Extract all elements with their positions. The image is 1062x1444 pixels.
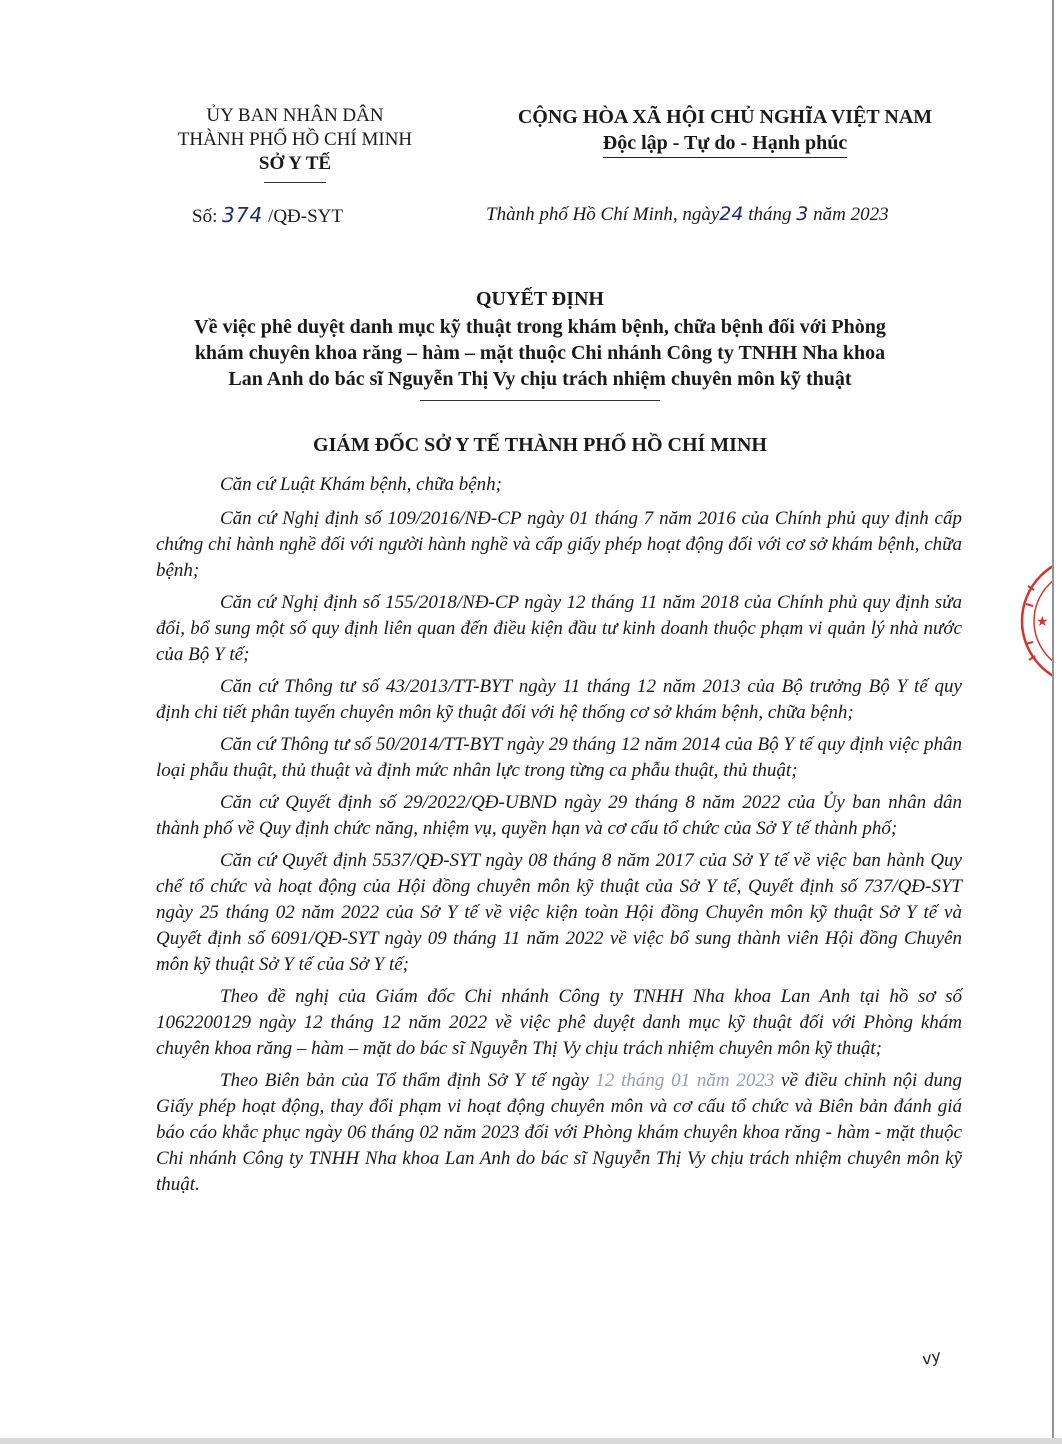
basis-paragraph-4: Căn cứ Thông tư số 43/2013/TT-BYT ngày 11 tháng 12 năm 2013 của Bộ trưởng Bộ Y tế quy định chi tiết phân tuyến chuyên môn kỹ thuật đối với hệ thống cơ sở khám bệnh, chữa bệnh;: [156, 676, 962, 723]
svg-text:★: ★: [1036, 614, 1049, 630]
last-para-part-2: về điều chỉnh nội dung Giấy phép hoạt động, thay đổi phạm vi hoạt động chuyên môn và cơ cấu tổ chức và Biên bản đánh giá báo cáo khắc phục ngày 06 tháng 02 năm 2023 đối với Phòng khám chuyên khoa răng - hàm - mặt thuộc Chi nhánh Công ty TNHH Nha khoa Lan Anh do bác sĩ Nguyễn Thị Vy chịu trách nhiệm chuyên môn kỹ thuật.: [156, 1070, 963, 1195]
legal-basis-body: [156, 472, 962, 1204]
basis-paragraph-9: [156, 1068, 962, 1198]
doc-number-suffix: /QĐ-SYT: [268, 206, 343, 227]
national-motto: Độc lập - Tự do - Hạnh phúc: [603, 130, 847, 158]
basis-paragraph-5: Căn cứ Thông tư số 50/2014/TT-BYT ngày 29 tháng 12 năm 2014 của Bộ Y tế quy định việc phân loại phẫu thuật, thủ thuật và định mức nhân lực trong từng ca phẫu thuật, thủ thuật;: [156, 734, 962, 781]
date-day-handwritten: 24: [719, 203, 744, 225]
last-para-part-1: Theo Biên bản của Tổ thẩm định Sở Y tế ngày: [220, 1070, 596, 1091]
basis-paragraph-7: Căn cứ Quyết định 5537/QĐ-SYT ngày 08 tháng 8 năm 2017 của Sở Y tế về việc ban hành Quy chế tổ chức và hoạt động của Hội đồng chuyên môn kỹ thuật của Sở Y tế, Quyết định số 737/QĐ-SYT ngày 25 tháng 02 năm 2022 của Sở Y tế về việc kiện toàn Hội đồng Chuyên môn kỹ thuật Sở Y tế và Quyết định số 6091/QĐ-SYT ngày 09 tháng 11 năm 2022 về việc bổ sung thành viên Hội đồng Chuyên môn kỹ thuật Sở Y tế của Sở Y tế;: [156, 850, 962, 975]
doc-number-handwritten: 374: [222, 203, 264, 227]
basis-paragraph-2: Căn cứ Nghị định số 109/2016/NĐ-CP ngày 01 tháng 7 năm 2016 của Chính phủ quy định cấp chứng chỉ hành nghề đối với người hành nghề và cấp giấy phép hoạt động đối với cơ sở khám bệnh, chữa bệnh;: [156, 508, 962, 581]
basis-paragraph-8: Theo đề nghị của Giám đốc Chi nhánh Công ty TNHH Nha khoa Lan Anh tại hồ sơ số 1062200129 ngày 12 tháng 12 năm 2022 về việc phê duyệt danh mục kỹ thuật đối với Phòng khám chuyên khoa răng – hàm – mặt do bác sĩ Nguyễn Thị Vy chịu trách nhiệm chuyên môn kỹ thuật;: [156, 986, 962, 1059]
document-date: [486, 203, 889, 226]
issuing-agency-header: [140, 104, 450, 183]
basis-paragraph-3: Căn cứ Nghị định số 155/2018/NĐ-CP ngày 12 tháng 11 năm 2018 của Chính phủ quy định sửa đổi, bổ sung một số quy định liên quan đến điều kiện đầu tư kinh doanh thuộc phạm vi quản lý nhà nước của Bộ Y tế;: [156, 592, 962, 665]
red-seal-stamp: [1016, 556, 1052, 686]
date-month-label: tháng: [748, 204, 792, 225]
decision-title: QUYẾT ĐỊNH: [476, 288, 604, 310]
date-month-handwritten: 3: [796, 203, 809, 225]
agency-line-3: SỞ Y TẾ: [258, 153, 332, 174]
date-year: năm 2023: [813, 204, 889, 225]
basis-paragraph-1: Căn cứ Luật Khám bệnh, chữa bệnh;: [220, 474, 502, 495]
national-name: CỘNG HÒA XÃ HỘI CHỦ NGHĨA VIỆT NAM: [517, 106, 933, 128]
national-header: [480, 104, 970, 158]
agency-underline: [264, 182, 326, 183]
director-heading: GIÁM ĐỐC SỞ Y TẾ THÀNH PHỐ HỒ CHÍ MINH: [313, 434, 767, 456]
agency-line-2: THÀNH PHỐ HỒ CHÍ MINH: [177, 129, 413, 150]
doc-number-prefix: Số:: [192, 206, 218, 227]
scan-edge-right: [1052, 0, 1054, 1444]
decision-subject-line-2: khám chuyên khoa răng – hàm – mặt thuộc Chi nhánh Công ty TNHH Nha khoa: [194, 342, 886, 364]
title-underline: [420, 400, 660, 401]
decision-subject-line-1: Về việc phê duyệt danh mục kỹ thuật trong khám bệnh, chữa bệnh đối với Phòng: [194, 316, 886, 338]
document-number: [192, 203, 343, 228]
handwritten-initials-signature: vy: [919, 1345, 943, 1370]
date-prefix: Thành phố Hồ Chí Minh, ngày: [486, 204, 720, 225]
agency-line-1: ỦY BAN NHÂN DÂN: [206, 105, 384, 126]
decision-title-block: [100, 286, 980, 401]
decision-subject-line-3: Lan Anh do bác sĩ Nguyễn Thị Vy chịu trách nhiệm chuyên môn kỹ thuật: [228, 368, 852, 390]
scan-edge-bottom: [0, 1438, 1062, 1444]
last-para-faint-date: 12 tháng 01 năm 2023: [595, 1070, 775, 1091]
basis-paragraph-6: Căn cứ Quyết định số 29/2022/QĐ-UBND ngày 29 tháng 8 năm 2022 của Ủy ban nhân dân thành phố về Quy định chức năng, nhiệm vụ, quyền hạn và cơ cấu tổ chức của Sở Y tế thành phố;: [156, 792, 962, 839]
